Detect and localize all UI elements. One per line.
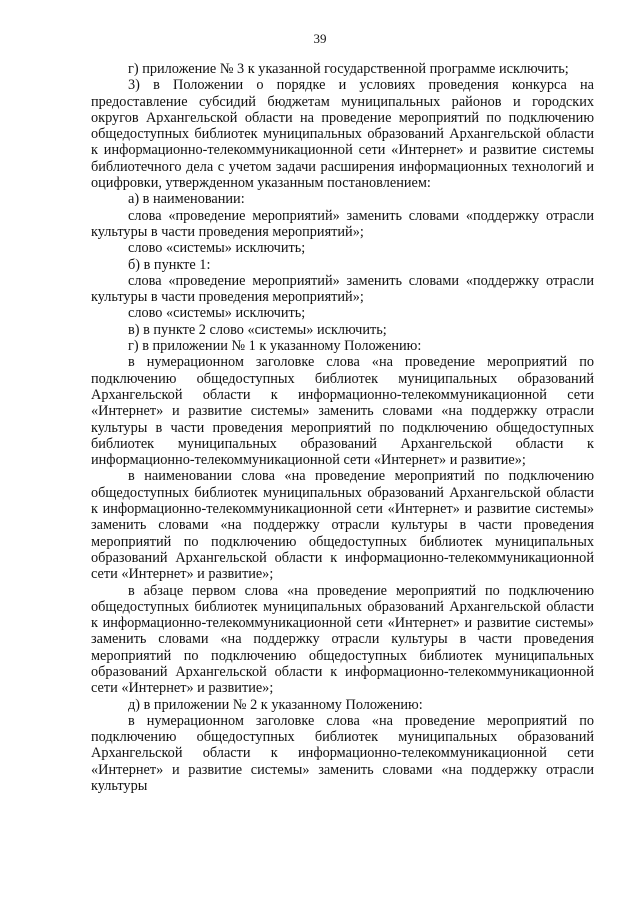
paragraph-amendment-g: г) приложение № 3 к указанной государственной программе исключить; [128, 61, 569, 77]
document-body [91, 61, 594, 794]
paragraph-subitem-v: в) в пункте 2 слово «системы» исключить; [128, 321, 387, 338]
page-number: 39 [313, 31, 327, 46]
paragraph-replace-words: слова «проведение мероприятий» заменить словами «поддержку отрасли культуры в части проведения мероприятий»; [91, 272, 594, 306]
paragraph-title-change: в наименовании слова «на проведение мероприятий по подключению общедоступных библиотек муниципальных образований Архангельской области к информационно-телекоммуникационной сети «Интернет» и развитие системы» заменить словами «на поддержку отрасли культуры в части проведения мероприятий по подключению общедоступных библиотек муниципальных образований Архангельской области к информационно-телекоммуникационной сети «Интернет» и развитие»; [91, 468, 594, 583]
paragraph-first-paragraph-change: в абзаце первом слова «на проведение мероприятий по подключению общедоступных библиотек муниципальных образований Архангельской области к информационно-телекоммуникационной сети «Интернет» и развитие системы» заменить словами «на поддержку отрасли культуры в части проведения мероприятий по подключению общедоступных библиотек муниципальных образований Архангельской области к информационно-телекоммуникационной сети «Интернет» и развитие»; [91, 582, 594, 697]
paragraph-numbering-heading: в нумерационном заголовке слова «на проведение мероприятий по подключению общедоступных библиотек муниципальных образований Архангельской области к информационно-телекоммуникационной сети «Интернет» и развитие системы» заменить словами «на поддержку отрасли культуры в части проведения мероприятий по подключению общедоступных библиотек муниципальных образований Архангельской области к информационно-телекоммуникационной сети «Интернет» и развитие»; [91, 354, 594, 469]
paragraph-item-3: 3) в Положении о порядке и условиях проведения конкурса на предоставление субсидий бюджетам муниципальных районов и городских округов Архангельской области на проведение мероприятий по подключению общедоступных библиотек муниципальных образований Архангельской области к информационно-телекоммуникационной сети «Интернет» и развитие системы библиотечного дела с учетом задачи расширения информационных технологий и оцифровки, утвержденном указанным постановлением: [91, 77, 594, 192]
paragraph-numbering-heading: в нумерационном заголовке слова «на проведение мероприятий по подключению общедоступных библиотек муниципальных образований Архангельской области к информационно-телекоммуникационной сети «Интернет» и развитие системы» заменить словами «на поддержку отрасли культуры [91, 712, 594, 795]
paragraph-subitem-b: б) в пункте 1: [128, 256, 211, 273]
paragraph-exclude-word: слово «системы» исключить; [128, 305, 306, 322]
paragraph-subitem-d: д) в приложении № 2 к указанному Положению: [128, 696, 423, 713]
paragraph-subitem-a: а) в наименовании: [128, 191, 245, 208]
paragraph-replace-words: слова «проведение мероприятий» заменить словами «поддержку отрасли культуры в части проведения мероприятий»; [91, 207, 594, 240]
paragraph-subitem-g: г) в приложении № 1 к указанному Положению: [128, 338, 422, 355]
paragraph-exclude-word: слово «системы» исключить; [128, 240, 306, 257]
